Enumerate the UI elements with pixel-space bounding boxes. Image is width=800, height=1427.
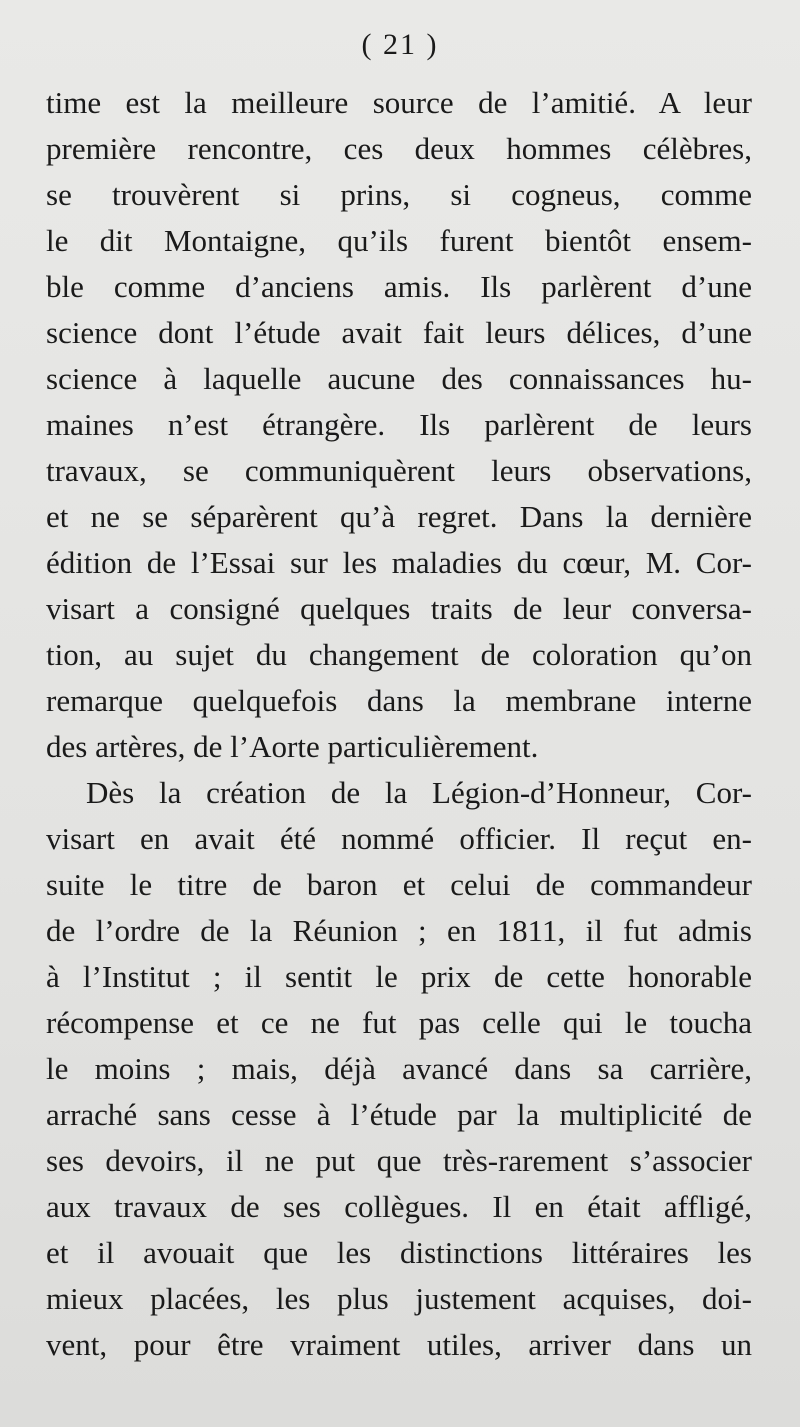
text-line: première rencontre, ces deux hommes célèbres,: [46, 131, 752, 166]
text-line: mieux placées, les plus justement acquises, doi-: [46, 1281, 752, 1316]
text-line: des artères, de l’Aorte particulièrement.: [46, 729, 539, 764]
text-line: arraché sans cesse à l’étude par la multiplicité de: [46, 1097, 752, 1132]
text-line: visart en avait été nommé officier. Il reçut en-: [46, 821, 752, 856]
text-line: suite le titre de baron et celui de commandeur: [46, 867, 752, 902]
text-line: ble comme d’anciens amis. Ils parlèrent d’une: [46, 269, 752, 304]
text-line: et ne se séparèrent qu’à regret. Dans la dernière: [46, 499, 752, 534]
text-line: remarque quelquefois dans la membrane interne: [46, 683, 752, 718]
text-line: le dit Montaigne, qu’ils furent bientôt ensem-: [46, 223, 752, 258]
text-line: aux travaux de ses collègues. Il en était affligé,: [46, 1189, 752, 1224]
text-line: de l’ordre de la Réunion ; en 1811, il fut admis: [46, 913, 752, 948]
text-line: science dont l’étude avait fait leurs délices, d’une: [46, 315, 752, 350]
text-line: et il avouait que les distinctions littéraires les: [46, 1235, 752, 1270]
page-number: ( 21 ): [361, 28, 439, 61]
text-line: le moins ; mais, déjà avancé dans sa carrière,: [46, 1051, 752, 1086]
text-line: à l’Institut ; il sentit le prix de cette honorable: [46, 959, 752, 994]
body-text: [46, 80, 752, 1368]
text-line: se trouvèrent si prins, si cogneus, comme: [46, 177, 752, 212]
text-line: édition de l’Essai sur les maladies du cœur, M. Cor-: [46, 545, 752, 580]
text-line: science à laquelle aucune des connaissances hu-: [46, 361, 752, 396]
text-line: récompense et ce ne fut pas celle qui le toucha: [46, 1005, 752, 1040]
text-line: vent, pour être vraiment utiles, arriver dans un: [46, 1327, 752, 1362]
text-line: time est la meilleure source de l’amitié. A leur: [46, 85, 752, 120]
text-line: Dès la création de la Légion-d’Honneur, Cor-: [86, 775, 752, 810]
text-line: tion, au sujet du changement de coloration qu’on: [46, 637, 752, 672]
text-line: maines n’est étrangère. Ils parlèrent de leurs: [46, 407, 752, 442]
text-line: travaux, se communiquèrent leurs observations,: [46, 453, 752, 488]
text-line: ses devoirs, il ne put que très-rarement s’associer: [46, 1143, 752, 1178]
text-line: visart a consigné quelques traits de leur conversa-: [46, 591, 752, 626]
